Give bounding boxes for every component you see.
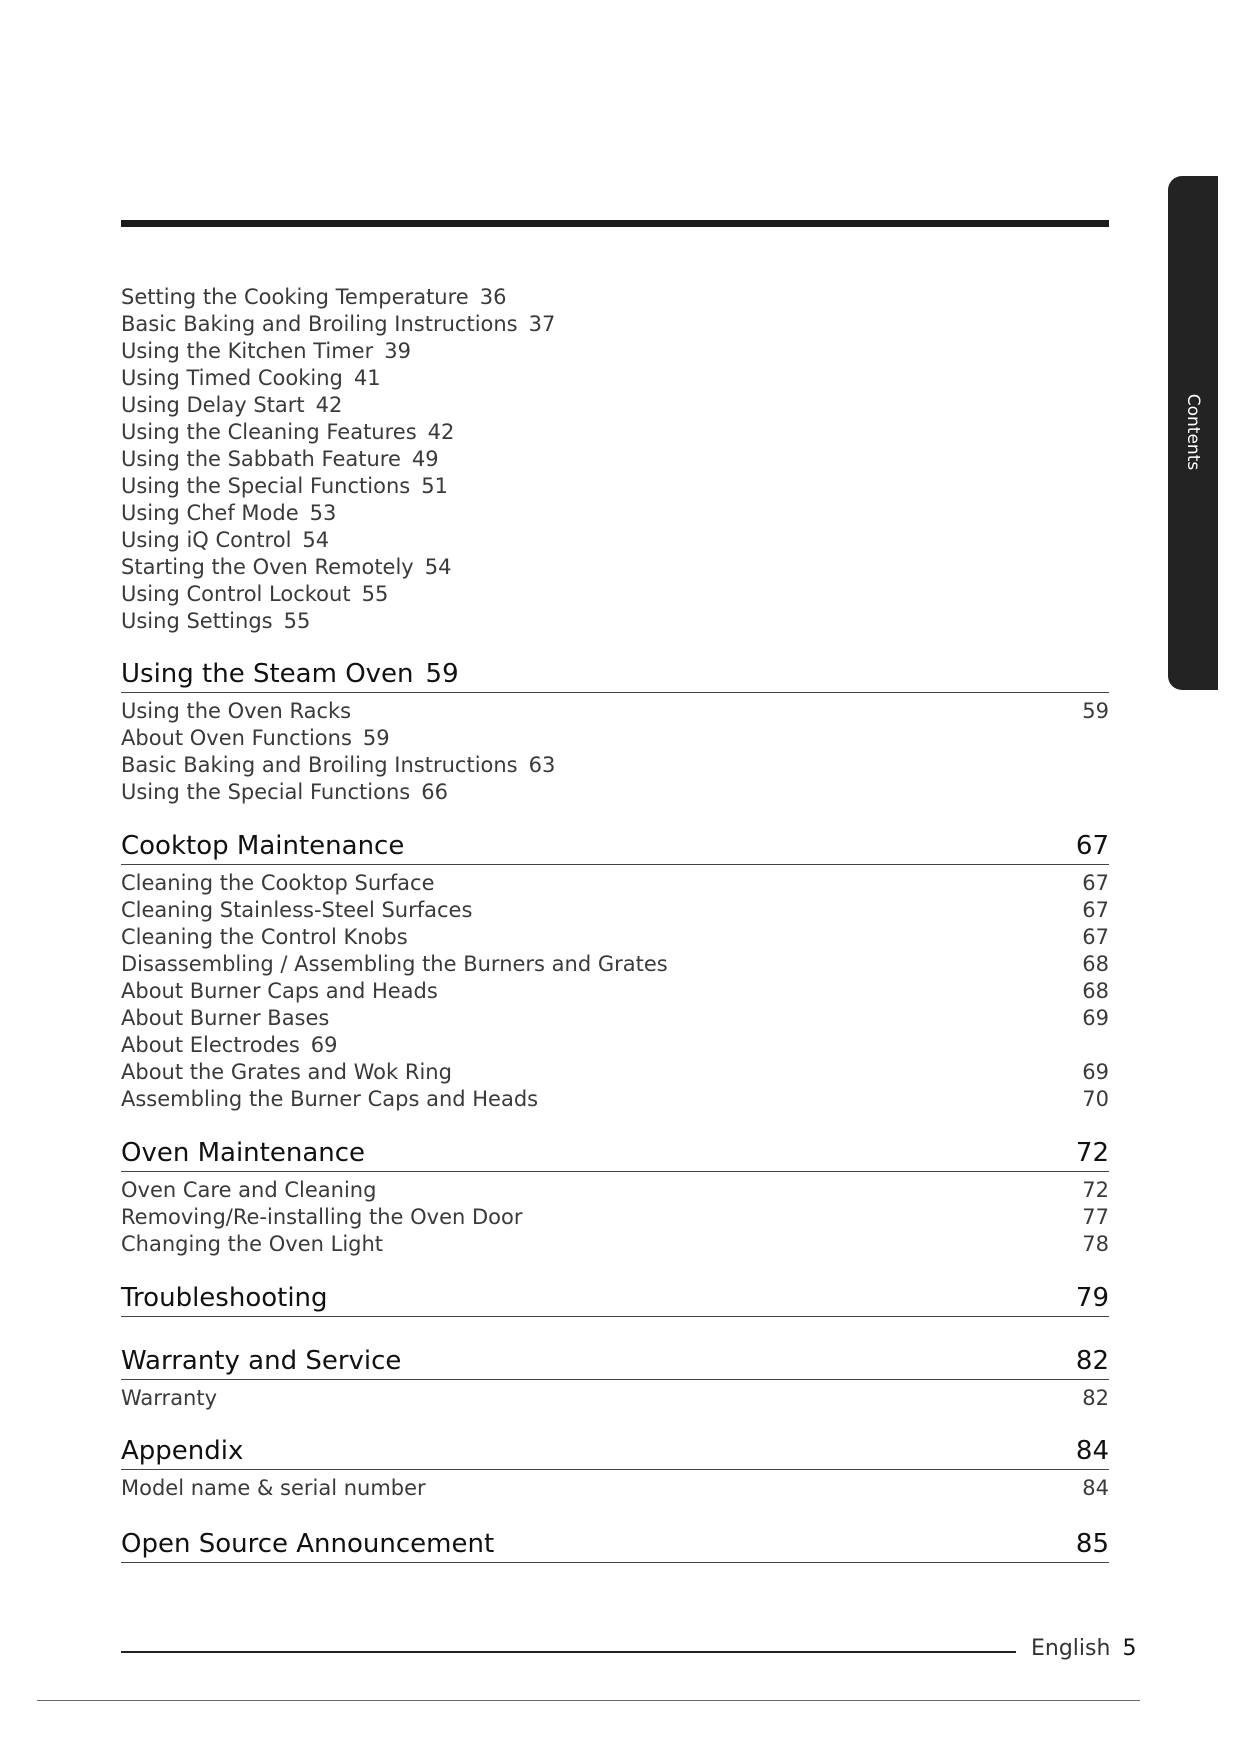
section-heading-warranty-and-service[interactable] [121, 1339, 1109, 1380]
section-page: 82 [1075, 1346, 1109, 1376]
entry-page: 54 [302, 528, 330, 552]
entry-page: 55 [283, 609, 311, 633]
entry-title: Starting the Oven Remotely [121, 555, 414, 579]
section-page: 84 [1075, 1436, 1109, 1466]
entry-title: Using Delay Start [121, 393, 305, 417]
toc-entry[interactable] [121, 392, 1109, 419]
section-heading-troubleshooting[interactable] [121, 1276, 1109, 1317]
section-heading-open-source-announcement[interactable] [121, 1522, 1109, 1563]
entry-page: 67 [1082, 925, 1109, 949]
entry-page: 68 [1082, 979, 1109, 1003]
entry-page: 59 [1082, 699, 1109, 723]
entry-page: 67 [1082, 871, 1109, 895]
toc-entry[interactable] [121, 608, 1109, 635]
toc-entry[interactable] [121, 897, 1109, 924]
toc-entry[interactable] [121, 951, 1109, 978]
entry-page: 36 [479, 285, 507, 309]
toc-entry[interactable] [121, 446, 1109, 473]
entry-title: Using the Sabbath Feature [121, 447, 401, 471]
entry-title: Using Control Lockout [121, 582, 351, 606]
entry-page: 66 [421, 780, 448, 804]
toc-entry[interactable] [121, 1177, 1109, 1204]
section-heading-appendix[interactable] [121, 1429, 1109, 1470]
section-title: Warranty and Service [121, 1346, 402, 1376]
toc-entry[interactable] [121, 870, 1109, 897]
entry-page: 63 [528, 753, 556, 777]
toc-entry[interactable] [121, 752, 1109, 779]
toc-entry[interactable] [121, 284, 1109, 311]
toc-entry[interactable] [121, 924, 1109, 951]
entry-page: 69 [1082, 1006, 1109, 1030]
toc-entry[interactable] [121, 473, 1109, 500]
entry-page: 54 [424, 555, 452, 579]
toc-entry[interactable] [121, 554, 1109, 581]
entry-title: Model name & serial number [121, 1476, 426, 1500]
entry-title: Warranty [121, 1386, 218, 1410]
entry-page: 70 [1082, 1087, 1109, 1111]
section-heading-oven-maintenance[interactable] [121, 1131, 1109, 1172]
section-title: Troubleshooting [121, 1283, 328, 1313]
entry-title: Changing the Oven Light [121, 1232, 384, 1256]
section-page: 67 [1075, 831, 1109, 861]
entry-title: Oven Care and Cleaning [121, 1178, 377, 1202]
toc-entry[interactable] [121, 419, 1109, 446]
page-bottom-rule [37, 1700, 1140, 1701]
footer-page-number: 5 [1122, 1636, 1137, 1661]
section-page: 79 [1075, 1283, 1109, 1313]
entry-title: Disassembling / Assembling the Burners and Grates [121, 952, 668, 976]
toc-entry[interactable] [121, 500, 1109, 527]
section-page: 59 [425, 659, 459, 689]
entry-page: 82 [1082, 1386, 1109, 1410]
section-title: Cooktop Maintenance [121, 831, 405, 861]
toc-entry[interactable] [121, 1005, 1109, 1032]
entry-title: Cleaning the Cooktop Surface [121, 871, 435, 895]
entry-page: 84 [1082, 1476, 1109, 1500]
section-heading-steam-oven[interactable] [121, 652, 1109, 693]
entry-page: 69 [1082, 1060, 1109, 1084]
page-footer [1031, 1636, 1136, 1661]
entry-page: 53 [309, 501, 337, 525]
entry-title: Assembling the Burner Caps and Heads [121, 1087, 539, 1111]
entry-page: 42 [427, 420, 455, 444]
entry-page: 49 [411, 447, 439, 471]
entry-page: 55 [361, 582, 389, 606]
toc-entry[interactable] [121, 338, 1109, 365]
toc-entry[interactable] [121, 779, 1109, 806]
top-rule [121, 220, 1109, 227]
entry-page: 42 [315, 393, 343, 417]
entry-page: 37 [528, 312, 556, 336]
toc-entry[interactable] [121, 311, 1109, 338]
section-page: 85 [1075, 1529, 1109, 1559]
toc-entry[interactable] [121, 581, 1109, 608]
entry-page: 41 [353, 366, 381, 390]
section-title: Using the Steam Oven [121, 659, 414, 689]
toc-entry[interactable] [121, 527, 1109, 554]
side-tab-label: Contents [1183, 393, 1203, 471]
toc-entry[interactable] [121, 365, 1109, 392]
entry-page: 69 [310, 1033, 338, 1057]
section-title: Oven Maintenance [121, 1138, 366, 1168]
entry-title: Using Settings [121, 609, 273, 633]
contents-side-tab[interactable] [1168, 176, 1218, 690]
entry-title: Removing/Re-installing the Oven Door [121, 1205, 523, 1229]
entry-page: 77 [1082, 1205, 1109, 1229]
entry-title: Basic Baking and Broiling Instructions [121, 312, 518, 336]
toc-entry[interactable] [121, 1086, 1109, 1113]
toc-entry[interactable] [121, 1032, 1109, 1059]
entry-page: 51 [421, 474, 448, 498]
entry-title: Setting the Cooking Temperature [121, 285, 469, 309]
entry-title: Basic Baking and Broiling Instructions [121, 753, 518, 777]
entry-title: Cleaning the Control Knobs [121, 925, 408, 949]
entry-title: About the Grates and Wok Ring [121, 1060, 452, 1084]
entry-page: 59 [362, 726, 390, 750]
section-page: 72 [1075, 1138, 1109, 1168]
entry-title: Using the Oven Racks [121, 699, 352, 723]
entry-title: Using Chef Mode [121, 501, 299, 525]
entry-title: About Electrodes [121, 1033, 300, 1057]
toc-entry[interactable] [121, 978, 1109, 1005]
section-title: Appendix [121, 1436, 244, 1466]
toc-entry[interactable] [121, 1059, 1109, 1086]
footer-rule [121, 1651, 1016, 1653]
entry-page: 78 [1082, 1232, 1109, 1256]
toc-entry[interactable] [121, 1204, 1109, 1231]
entry-title: Cleaning Stainless-Steel Surfaces [121, 898, 473, 922]
entry-title: About Burner Caps and Heads [121, 979, 438, 1003]
entry-page: 67 [1082, 898, 1109, 922]
entry-title: Using the Special Functions [121, 474, 411, 498]
toc-entry[interactable] [121, 1231, 1109, 1258]
entry-title: Using the Cleaning Features [121, 420, 417, 444]
footer-language: English [1031, 1636, 1111, 1661]
entry-page: 68 [1082, 952, 1109, 976]
entry-page: 72 [1082, 1178, 1109, 1202]
toc-entry[interactable] [121, 1385, 1109, 1412]
toc-entry[interactable] [121, 1475, 1109, 1502]
entry-title: Using iQ Control [121, 528, 292, 552]
entry-title: About Burner Bases [121, 1006, 330, 1030]
section-title: Open Source Announcement [121, 1529, 495, 1559]
toc-entry[interactable] [121, 725, 1109, 752]
toc-entry[interactable] [121, 698, 1109, 725]
entry-title: Using the Kitchen Timer [121, 339, 374, 363]
entry-page: 39 [384, 339, 411, 363]
entry-title: About Oven Functions [121, 726, 352, 750]
section-heading-cooktop-maintenance[interactable] [121, 824, 1109, 865]
entry-title: Using Timed Cooking [121, 366, 343, 390]
entry-title: Using the Special Functions [121, 780, 411, 804]
